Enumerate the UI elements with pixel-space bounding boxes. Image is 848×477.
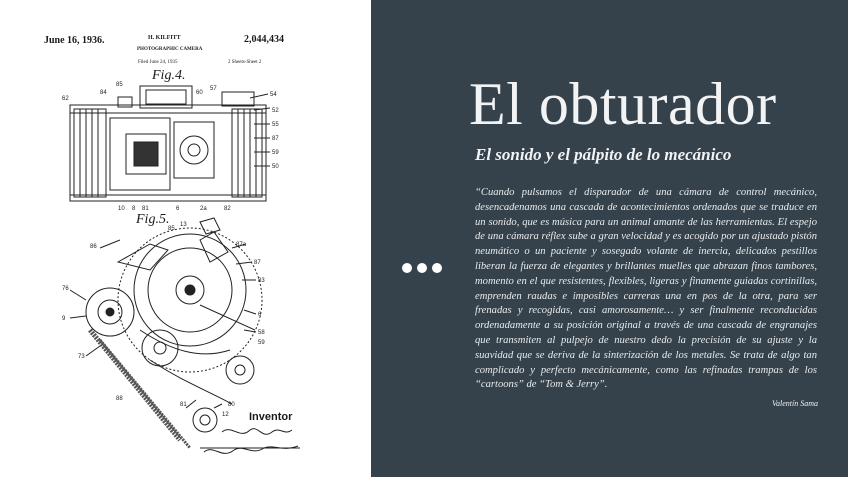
patent-filed: Filed June 24, 1935 bbox=[138, 60, 178, 65]
svg-text:80: 80 bbox=[228, 402, 235, 408]
svg-text:10: 10 bbox=[118, 206, 125, 212]
svg-text:55: 55 bbox=[272, 122, 279, 128]
svg-text:12: 12 bbox=[222, 412, 229, 418]
patent-drawing-panel bbox=[0, 0, 371, 477]
svg-text:84: 84 bbox=[100, 90, 107, 96]
svg-text:87: 87 bbox=[272, 136, 279, 142]
svg-text:6: 6 bbox=[176, 206, 180, 212]
dot bbox=[417, 263, 427, 273]
svg-text:81: 81 bbox=[142, 206, 149, 212]
inventor-label: Inventor bbox=[249, 411, 293, 423]
svg-text:87: 87 bbox=[254, 260, 261, 266]
svg-text:58: 58 bbox=[258, 330, 265, 336]
patent-date: June 16, 1936. bbox=[44, 35, 105, 46]
svg-text:76: 76 bbox=[62, 286, 69, 292]
dot bbox=[402, 263, 412, 273]
svg-text:6: 6 bbox=[258, 312, 262, 318]
svg-text:87a: 87a bbox=[236, 242, 247, 248]
svg-text:85: 85 bbox=[168, 226, 175, 232]
patent-inventor-name: H. KILFITT bbox=[148, 35, 181, 41]
article-title: El obturador bbox=[469, 71, 777, 137]
svg-text:85: 85 bbox=[116, 82, 123, 88]
svg-text:54: 54 bbox=[270, 92, 277, 98]
patent-device: PHOTOGRAPHIC CAMERA bbox=[137, 47, 203, 52]
article-panel bbox=[371, 0, 848, 477]
svg-text:59: 59 bbox=[258, 340, 265, 346]
patent-number: 2,044,434 bbox=[244, 34, 284, 45]
svg-text:59: 59 bbox=[272, 150, 279, 156]
svg-text:81: 81 bbox=[180, 402, 187, 408]
svg-text:73: 73 bbox=[78, 354, 85, 360]
article-author: Valentín Sama bbox=[772, 399, 818, 408]
svg-text:13: 13 bbox=[180, 222, 187, 228]
figure-label-top: Fig.4. bbox=[152, 68, 186, 83]
svg-text:86: 86 bbox=[90, 244, 97, 250]
ellipsis-icon[interactable] bbox=[402, 263, 442, 273]
svg-text:62: 62 bbox=[62, 96, 69, 102]
dot bbox=[432, 263, 442, 273]
patent-line-art bbox=[0, 0, 371, 477]
article-subtitle: El sonido y el pálpito de lo mecánico bbox=[475, 145, 732, 164]
svg-text:57: 57 bbox=[210, 86, 217, 92]
svg-text:52: 52 bbox=[272, 108, 279, 114]
svg-text:50: 50 bbox=[272, 164, 279, 170]
svg-text:60: 60 bbox=[196, 90, 203, 96]
svg-text:83: 83 bbox=[258, 278, 265, 284]
svg-text:82: 82 bbox=[224, 206, 231, 212]
svg-text:9: 9 bbox=[62, 316, 66, 322]
article-quote: “Cuando pulsamos el disparador de una cámara de control mecánico, desencadenamos una cascada de acontecimientos ordenados que se traduce en un sonido, que es música para un animal amante de las herramientas. El espejo de una cámara réflex sube a gran velocidad y es acogido por un ajustado pistón neumático o un paciente y sosegado volante de inercia, delicados pestillos liberan la fuerza de elegantes y brillantes muelles que abrazan finos tambores, momento en el que resistentes, flexibles, ligeras y finamente guiadas cortinillas, emprenden raudas e imposibles carreras una en pos de la otra, para ser frenadas y recogidas, casi amorosamente… y ser finalmente reconducidas ordenadamente a su posición original a través de una cascada de engranajes que transmiten al pulpejo de nuestro dedo la precisión de su ajuste y la suavidad que se deriva de la sinterización de los metales. Se trata de algo tan complicado y perfecto mecánicamente, como las refinadas trampas de los “cartoons” de “Tom & Jerry”. bbox=[475, 187, 817, 391]
svg-text:2a: 2a bbox=[200, 206, 207, 212]
svg-text:8: 8 bbox=[132, 206, 136, 212]
figure-label-bottom: Fig.5. bbox=[136, 212, 170, 227]
patent-sheets: 2 Sheets-Sheet 2 bbox=[228, 60, 262, 65]
svg-text:88: 88 bbox=[116, 396, 123, 402]
